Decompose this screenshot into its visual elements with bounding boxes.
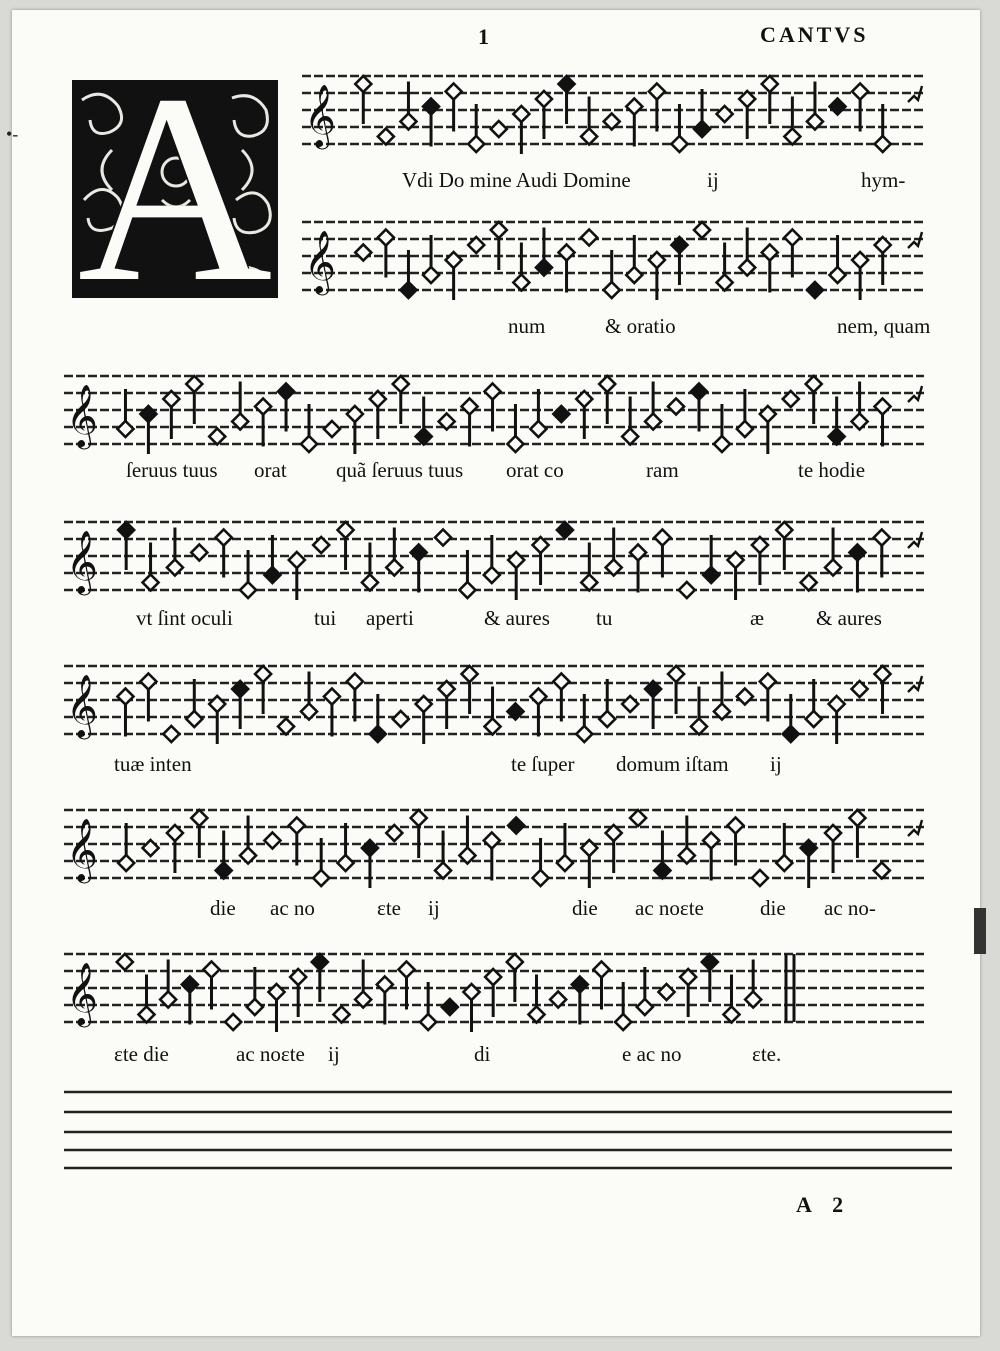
note-icon — [370, 391, 386, 439]
note-icon — [784, 230, 800, 278]
note-icon — [557, 823, 573, 871]
note-icon — [334, 1007, 350, 1023]
note-icon — [378, 129, 394, 145]
note-icon — [807, 282, 823, 298]
note-icon — [313, 838, 329, 886]
note-icon — [622, 397, 638, 445]
note-icon — [362, 840, 378, 888]
lyric-syllable: ac noɛte — [236, 1042, 305, 1066]
note-icon — [654, 530, 670, 578]
note-icon — [530, 389, 546, 437]
note-icon — [760, 406, 776, 454]
note-icon — [599, 679, 615, 727]
note-icon — [606, 825, 622, 873]
note-icon — [435, 831, 451, 879]
note-icon — [347, 406, 363, 454]
lyric-syllable: die — [760, 896, 786, 920]
note-icon — [671, 237, 687, 285]
note-icon — [485, 969, 501, 1017]
note-icon — [829, 696, 845, 744]
lyric-syllable: ac no — [270, 896, 315, 920]
lyric-syllable: nem, quam — [837, 314, 931, 338]
note-icon — [536, 91, 552, 139]
staff — [64, 518, 924, 598]
note-icon — [559, 245, 575, 293]
note-icon — [557, 522, 573, 538]
lyric-syllable: ij — [328, 1042, 340, 1066]
staff — [64, 806, 924, 886]
lyric-syllable: ac no- — [824, 896, 876, 920]
note-icon — [581, 840, 597, 888]
staff — [64, 950, 924, 1030]
note-icon — [762, 76, 778, 124]
note-icon — [139, 975, 155, 1023]
note-icon — [529, 975, 545, 1023]
note-icon — [355, 245, 371, 261]
lyric-syllable: ſeruus tuus — [126, 458, 218, 482]
note-icon — [347, 674, 363, 722]
note-icon — [216, 831, 232, 879]
note-icon — [377, 977, 393, 1025]
note-icon — [312, 954, 328, 1002]
note-icon — [875, 666, 891, 714]
lyric-syllable: & aures — [816, 606, 882, 630]
note-icon — [386, 528, 402, 576]
note-icon — [626, 235, 642, 283]
note-icon — [806, 376, 822, 424]
note-icon — [654, 831, 670, 879]
staff — [64, 662, 924, 742]
note-icon — [186, 679, 202, 727]
clef-icon: 𝄞 — [66, 384, 98, 447]
note-icon — [513, 106, 529, 154]
note-icon — [637, 967, 653, 1015]
note-icon — [484, 535, 500, 583]
note-icon — [852, 84, 868, 132]
clef-icon: 𝄞 — [304, 230, 336, 293]
note-icon — [737, 689, 753, 705]
note-icon — [874, 530, 890, 578]
note-icon — [691, 384, 707, 432]
note-icon — [393, 376, 409, 424]
note-icon — [762, 245, 778, 293]
note-icon — [507, 954, 523, 1002]
note-icon — [703, 535, 719, 583]
note-icon — [324, 689, 340, 737]
note-icon — [255, 666, 271, 714]
note-icon — [594, 962, 610, 1010]
note-icon — [446, 252, 462, 300]
initial-letter: A — [77, 80, 273, 298]
note-icon — [247, 967, 263, 1015]
note-icon — [553, 406, 569, 422]
music-system — [302, 72, 924, 198]
note-icon — [776, 823, 792, 871]
note-icon — [118, 823, 134, 871]
note-icon — [338, 823, 354, 871]
note-icon — [255, 399, 271, 447]
note-icon — [784, 97, 800, 145]
note-icon — [232, 681, 248, 729]
note-icon — [324, 421, 340, 437]
note-icon — [875, 237, 891, 285]
note-icon — [362, 543, 378, 591]
lyric-syllable: ij — [770, 752, 782, 776]
note-icon — [671, 104, 687, 152]
lyric-syllable: æ — [750, 606, 765, 630]
lyric-syllable: tu — [596, 606, 613, 630]
note-icon — [728, 818, 744, 866]
staff — [64, 372, 924, 452]
note-icon — [830, 99, 846, 115]
note-icon — [439, 681, 455, 729]
note-icon — [186, 376, 202, 424]
note-icon — [825, 825, 841, 873]
staff — [302, 218, 924, 298]
note-icon — [378, 230, 394, 278]
note-icon — [264, 833, 280, 849]
note-icon — [680, 969, 696, 1017]
note-icon — [576, 694, 592, 742]
note-icon — [630, 810, 646, 826]
lyric-syllable: ɛte — [377, 896, 401, 920]
note-icon — [442, 999, 458, 1015]
lyric-syllable: hym- — [861, 168, 906, 192]
lyric-syllable: tuæ inten — [114, 752, 192, 776]
note-icon — [724, 975, 740, 1023]
note-icon — [423, 99, 439, 147]
note-icon — [752, 870, 768, 886]
lyric-syllable: ij — [707, 168, 719, 192]
note-icon — [216, 530, 232, 578]
note-icon — [355, 76, 371, 124]
page-edge-tab — [974, 908, 986, 954]
note-icon — [668, 666, 684, 714]
music-system — [64, 662, 924, 782]
note-icon — [606, 528, 622, 576]
note-icon — [702, 954, 718, 1002]
note-icon — [290, 969, 306, 1017]
note-icon — [849, 810, 865, 858]
note-icon — [739, 228, 755, 276]
lyric-syllable: quã ſeruus tuus — [336, 458, 464, 482]
note-icon — [400, 82, 416, 130]
note-icon — [703, 833, 719, 881]
note-icon — [508, 818, 524, 834]
note-icon — [240, 816, 256, 864]
note-icon — [717, 243, 733, 291]
note-icon — [163, 726, 179, 742]
note-icon — [140, 674, 156, 722]
signature-mark: A 2 — [796, 1192, 852, 1217]
note-icon — [581, 230, 597, 246]
note-icon — [599, 376, 615, 424]
lyric-syllable: orat — [254, 458, 287, 482]
note-icon — [462, 399, 478, 447]
note-icon — [801, 575, 817, 591]
note-icon — [462, 666, 478, 714]
note-icon — [801, 840, 817, 888]
note-icon — [645, 382, 661, 430]
note-icon — [852, 252, 868, 300]
note-icon — [167, 528, 183, 576]
clef-icon: 𝄞 — [66, 818, 98, 881]
note-icon — [435, 530, 451, 546]
note-icon — [776, 522, 792, 570]
note-icon — [338, 522, 354, 570]
lyric-syllable: e ac no — [622, 1042, 682, 1066]
note-icon — [513, 243, 529, 291]
note-icon — [411, 810, 427, 858]
note-icon — [204, 962, 220, 1010]
note-icon — [209, 696, 225, 744]
note-icon — [182, 977, 198, 1025]
note-icon — [806, 679, 822, 727]
note-icon — [484, 833, 500, 881]
note-icon — [143, 543, 159, 591]
clef-icon: 𝄞 — [66, 962, 98, 1025]
note-icon — [714, 672, 730, 720]
note-icon — [694, 222, 710, 238]
note-icon — [807, 82, 823, 130]
clef-icon: 𝄞 — [304, 84, 336, 147]
note-icon — [160, 960, 176, 1008]
lyric-syllable: ij — [428, 896, 440, 920]
lyric-syllable: orat co — [506, 458, 564, 482]
note-icon — [301, 404, 317, 452]
note-icon — [849, 545, 865, 593]
lyric-syllable: te hodie — [798, 458, 866, 482]
note-icon — [659, 984, 675, 1000]
note-icon — [694, 89, 710, 137]
voice-part-title: CANTVS — [760, 22, 869, 47]
music-system — [64, 950, 924, 1072]
lyric-syllable: domum iſtam — [616, 752, 729, 776]
note-icon — [485, 687, 501, 735]
note-icon — [264, 535, 280, 583]
lyric-syllable: & aures — [484, 606, 550, 630]
lyric-syllable: die — [572, 896, 598, 920]
clef-icon: 𝄞 — [66, 674, 98, 737]
lyric-syllable: te ſuper — [511, 752, 575, 776]
music-system — [64, 806, 924, 926]
lyric-syllable: ram — [646, 458, 679, 482]
note-icon — [301, 672, 317, 720]
note-icon — [269, 984, 285, 1032]
note-icon — [191, 810, 207, 858]
note-icon — [875, 399, 891, 447]
note-icon — [209, 429, 225, 445]
lyric-syllable: ac noɛte — [635, 896, 704, 920]
lyric-syllable: & oratio — [605, 314, 676, 338]
note-icon — [416, 397, 432, 445]
lyric-syllable: di — [474, 1042, 491, 1066]
note-icon — [649, 84, 665, 132]
note-icon — [232, 382, 248, 430]
note-icon — [668, 399, 684, 415]
note-icon — [464, 984, 480, 1032]
staff — [302, 72, 924, 152]
note-icon — [760, 674, 776, 722]
note-icon — [581, 543, 597, 591]
note-icon — [622, 696, 638, 712]
clef-icon: 𝄞 — [66, 530, 98, 593]
note-icon — [191, 545, 207, 561]
note-icon — [874, 863, 890, 879]
note-icon — [559, 76, 575, 124]
note-icon — [553, 674, 569, 722]
note-icon — [679, 582, 695, 598]
note-icon — [117, 689, 133, 737]
page-number: 1 — [478, 24, 489, 49]
note-icon — [485, 384, 501, 432]
lyric-syllable: die — [210, 896, 236, 920]
lyric-syllable: ɛte. — [752, 1042, 782, 1066]
margin-mark: •- — [6, 124, 19, 144]
note-icon — [649, 252, 665, 300]
note-icon — [423, 235, 439, 283]
note-icon — [278, 719, 294, 735]
note-icon — [491, 121, 507, 137]
lyric-syllable: ɛte die — [114, 1042, 169, 1066]
note-icon — [446, 84, 462, 132]
note-icon — [416, 696, 432, 744]
note-icon — [875, 104, 891, 152]
lyric-syllable: num — [508, 314, 546, 338]
note-icon — [717, 106, 733, 122]
note-icon — [572, 977, 588, 1025]
note-icon — [626, 99, 642, 147]
note-icon — [393, 711, 409, 727]
note-icon — [645, 681, 661, 729]
note-icon — [167, 825, 183, 873]
note-icon — [530, 689, 546, 737]
note-icon — [140, 406, 156, 454]
note-icon — [411, 545, 427, 593]
note-icon — [163, 391, 179, 439]
lyric-syllable: Vdi Do mine Audi Domine — [402, 168, 631, 192]
note-icon — [533, 537, 549, 585]
note-icon — [852, 382, 868, 430]
note-icon — [117, 389, 133, 437]
note-icon — [491, 222, 507, 270]
note-icon — [508, 552, 524, 600]
note-icon — [117, 954, 133, 970]
note-icon — [576, 391, 592, 439]
note-icon — [581, 97, 597, 145]
music-system — [64, 518, 924, 636]
note-icon — [118, 522, 134, 570]
score-page — [12, 10, 980, 1336]
note-icon — [278, 384, 294, 432]
music-system — [302, 218, 931, 344]
note-icon — [691, 687, 707, 735]
empty-staff — [64, 1088, 954, 1174]
lyric-syllable: aperti — [366, 606, 414, 630]
note-icon — [313, 537, 329, 553]
note-icon — [536, 228, 552, 276]
music-system — [64, 372, 924, 488]
lyric-syllable: vt ſint oculi — [136, 606, 233, 630]
lyric-syllable: tui — [314, 606, 337, 630]
note-icon — [737, 389, 753, 437]
note-icon — [830, 235, 846, 283]
note-icon — [852, 681, 868, 697]
note-icon — [355, 960, 371, 1008]
note-icon — [459, 816, 475, 864]
note-icon — [829, 397, 845, 445]
note-icon — [679, 816, 695, 864]
note-icon — [752, 537, 768, 585]
note-icon — [225, 1014, 241, 1030]
note-icon — [240, 550, 256, 598]
note-icon — [399, 962, 415, 1010]
note-icon — [143, 840, 159, 856]
decorated-initial — [72, 80, 278, 298]
note-icon — [745, 960, 761, 1008]
note-icon — [289, 818, 305, 866]
note-icon — [728, 552, 744, 600]
note-icon — [825, 528, 841, 576]
note-icon — [420, 982, 436, 1030]
note-icon — [739, 91, 755, 139]
note-icon — [630, 545, 646, 593]
note-icon — [289, 552, 305, 600]
